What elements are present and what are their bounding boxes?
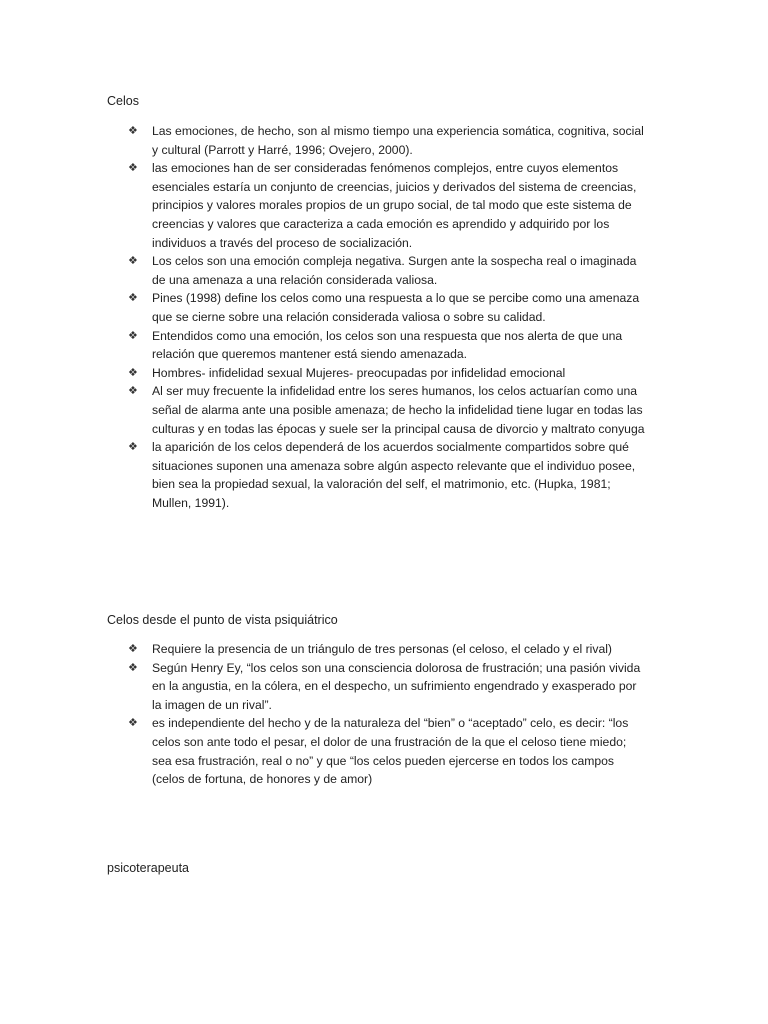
diamond-bullet-icon: ❖ bbox=[128, 384, 138, 398]
diamond-bullet-icon: ❖ bbox=[128, 161, 138, 175]
list-item: ❖ es independiente del hecho y de la naturaleza del “bien” o “aceptado” celo, es decir: “los celos son ante todo el pesar, el dolor de una frustración de la que el celoso tiene miedo; sea esa frustración, real o no” y que “los celos pueden ejercerse en todos los campos (celos de fortuna, de honores y de amor) bbox=[128, 716, 629, 787]
diamond-bullet-icon: ❖ bbox=[128, 440, 138, 454]
list-item: ❖ Según Henry Ey, “los celos son una consciencia dolorosa de frustración; una pasión vivida en la angustia, en la cólera, en el despecho, un sufrimiento engendrado y exasperado por la imagen de un rival”. bbox=[128, 660, 641, 712]
list-item: ❖ Los celos son una emoción compleja negativa. Surgen ante la sospecha real o imaginada de una amenaza a una relación considerada valiosa. bbox=[128, 254, 637, 287]
diamond-bullet-icon: ❖ bbox=[128, 328, 138, 342]
bullet-list-celos bbox=[128, 122, 648, 512]
diamond-bullet-icon: ❖ bbox=[128, 254, 138, 268]
list-item: ❖ la aparición de los celos dependerá de los acuerdos socialmente compartidos sobre qué situaciones suponen una amenaza sobre algún aspecto relevante que el individuo posee, bien sea la propiedad sexual, la valoración del self, el matrimonio, etc. (Hupka, 1981; Mullen, 1991). bbox=[128, 440, 636, 510]
list-item: ❖ Hombres- infidelidad sexual Mujeres- preocupadas por infidelidad emocional bbox=[128, 364, 648, 383]
diamond-bullet-icon: ❖ bbox=[128, 291, 138, 305]
list-item: ❖ Las emociones, de hecho, son al mismo tiempo una experiencia somática, cognitiva, social y cultural (Parrott y Harré, 1996; Ovejero, 2000). bbox=[128, 124, 644, 157]
bullet-list-psiquiatrico bbox=[128, 640, 648, 789]
list-item: ❖ Entendidos como una emoción, los celos son una respuesta que nos alerta de que una relación que queremos mantener está siendo amenazada. bbox=[128, 328, 623, 362]
list-item: ❖ Al ser muy frecuente la infidelidad entre los seres humanos, los celos actuarían como una señal de alarma ante una posible amenaza; de hecho la infidelidad tiene lugar en todas las culturas y en todas las épocas y suele ser la principal causa de divorcio y maltrato conyuga bbox=[128, 384, 645, 436]
diamond-bullet-icon: ❖ bbox=[128, 660, 138, 674]
section-heading-celos: Celos bbox=[107, 94, 139, 108]
list-item: ❖ Pines (1998) define los celos como una respuesta a lo que se percibe como una amenaza que se cierne sobre una relación considerada valiosa o sobre su calidad. bbox=[128, 291, 640, 324]
section-heading-psicoterapeuta: psicoterapeuta bbox=[107, 861, 190, 875]
list-item: ❖ las emociones han de ser consideradas fenómenos complejos, entre cuyos elementos esenciales estaría un conjunto de creencias, juicios y derivados del sistema de creencias, principios y valores morales propios de un grupo social, de tal modo que este sistema de creencias y valores que caracteriza a cada emoción es aprendido y adquirido por los individuos a través del proceso de socialización. bbox=[128, 161, 637, 250]
list-item: ❖ Requiere la presencia de un triángulo de tres personas (el celoso, el celado y el rival) bbox=[128, 640, 648, 659]
diamond-bullet-icon: ❖ bbox=[128, 124, 138, 137]
diamond-bullet-icon: ❖ bbox=[128, 716, 138, 730]
diamond-bullet-icon: ❖ bbox=[128, 642, 138, 655]
section-heading-psiquiatrico: Celos desde el punto de vista psiquiátrico bbox=[107, 613, 338, 627]
diamond-bullet-icon: ❖ bbox=[128, 365, 138, 379]
